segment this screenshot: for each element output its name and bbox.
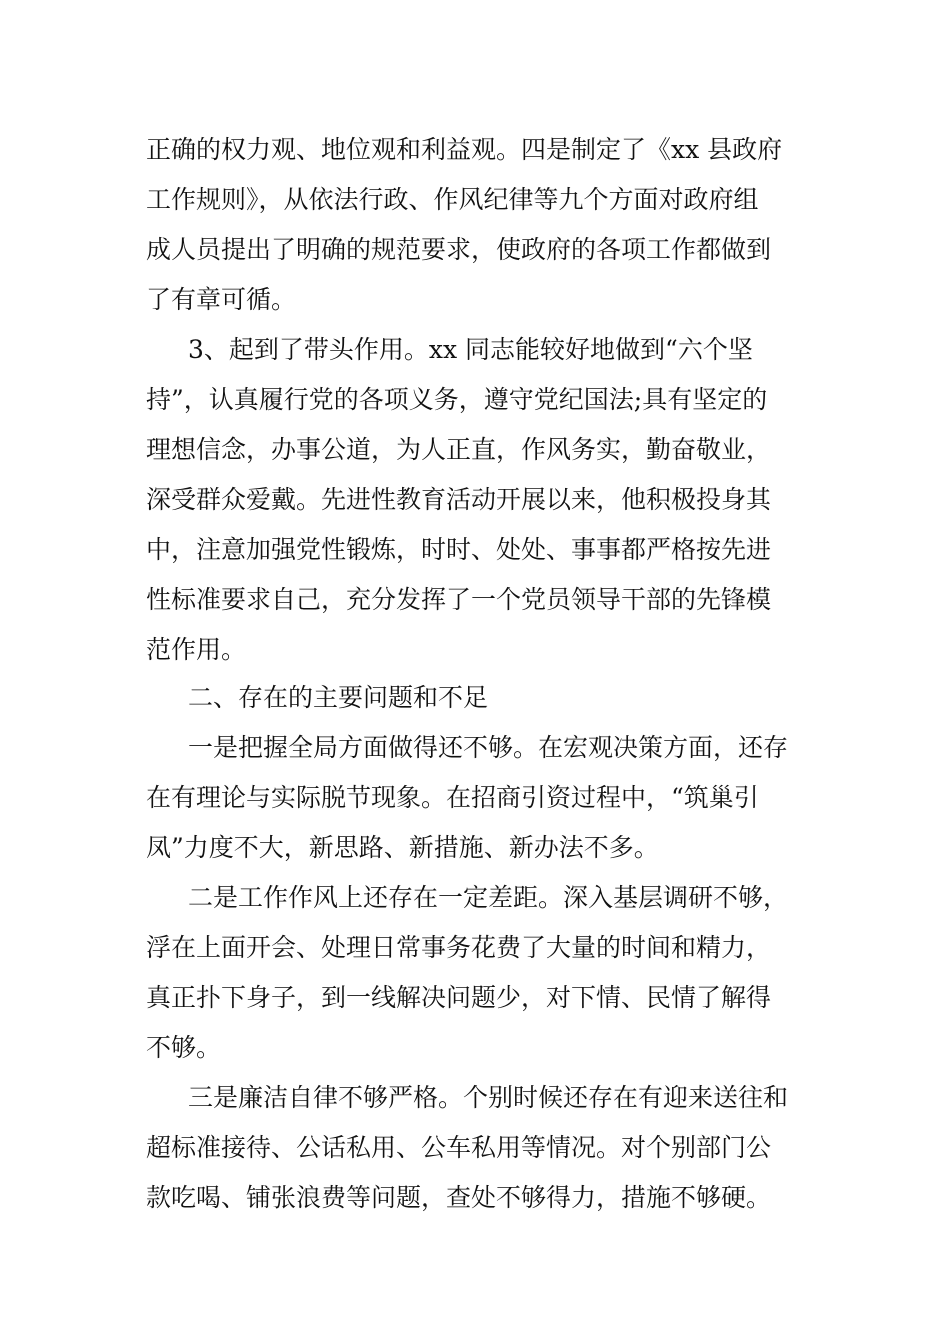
text-line: 范作用。 bbox=[146, 635, 247, 664]
text-line: 不够。 bbox=[146, 1033, 222, 1062]
text-line: 性标准要求自己，充分发挥了一个党员领导干部的先锋模 bbox=[146, 585, 772, 614]
section-heading: 二、存在的主要问题和不足 bbox=[188, 683, 489, 712]
text-line: 二是工作作风上还存在一定差距。深入基层调研不够， bbox=[188, 883, 789, 912]
text-line: 一是把握全局方面做得还不够。在宏观决策方面，还存 bbox=[188, 733, 789, 762]
text-line: 真正扑下身子，到一线解决问题少，对下情、民情了解得 bbox=[146, 983, 772, 1012]
text-line: 浮在上面开会、处理日常事务花费了大量的时间和精力， bbox=[146, 933, 772, 962]
text-line: 3、起到了带头作用。xx 同志能较好地做到“六个坚 bbox=[188, 335, 753, 364]
text-line: 深受群众爱戴。先进性教育活动开展以来，他积极投身其 bbox=[146, 485, 772, 514]
text-line: 理想信念，办事公道，为人正直，作风务实，勤奋敬业， bbox=[146, 435, 772, 464]
text-line: 三是廉洁自律不够严格。个别时候还存在有迎来送往和 bbox=[188, 1083, 789, 1112]
text-line: 正确的权力观、地位观和利益观。四是制定了《xx 县政府 bbox=[146, 135, 783, 164]
text-line: 工作规则》，从依法行政、作风纪律等九个方面对政府组 bbox=[146, 185, 759, 214]
text-line: 中，注意加强党性锻炼，时时、处处、事事都严格按先进 bbox=[146, 535, 772, 564]
text-line: 持”，认真履行党的各项义务，遵守党纪国法;具有坚定的 bbox=[146, 385, 768, 414]
text-line: 超标准接待、公话私用、公车私用等情况。对个别部门公 bbox=[146, 1133, 772, 1162]
text-line: 在有理论与实际脱节现象。在招商引资过程中，“筑巢引 bbox=[146, 783, 759, 812]
text-line: 了有章可循。 bbox=[146, 285, 297, 314]
text-line: 成人员提出了明确的规范要求，使政府的各项工作都做到 bbox=[146, 235, 772, 264]
text-line: 款吃喝、铺张浪费等问题，查处不够得力，措施不够硬。 bbox=[146, 1183, 772, 1212]
text-line: 凤”力度不大，新思路、新措施、新办法不多。 bbox=[146, 833, 659, 862]
